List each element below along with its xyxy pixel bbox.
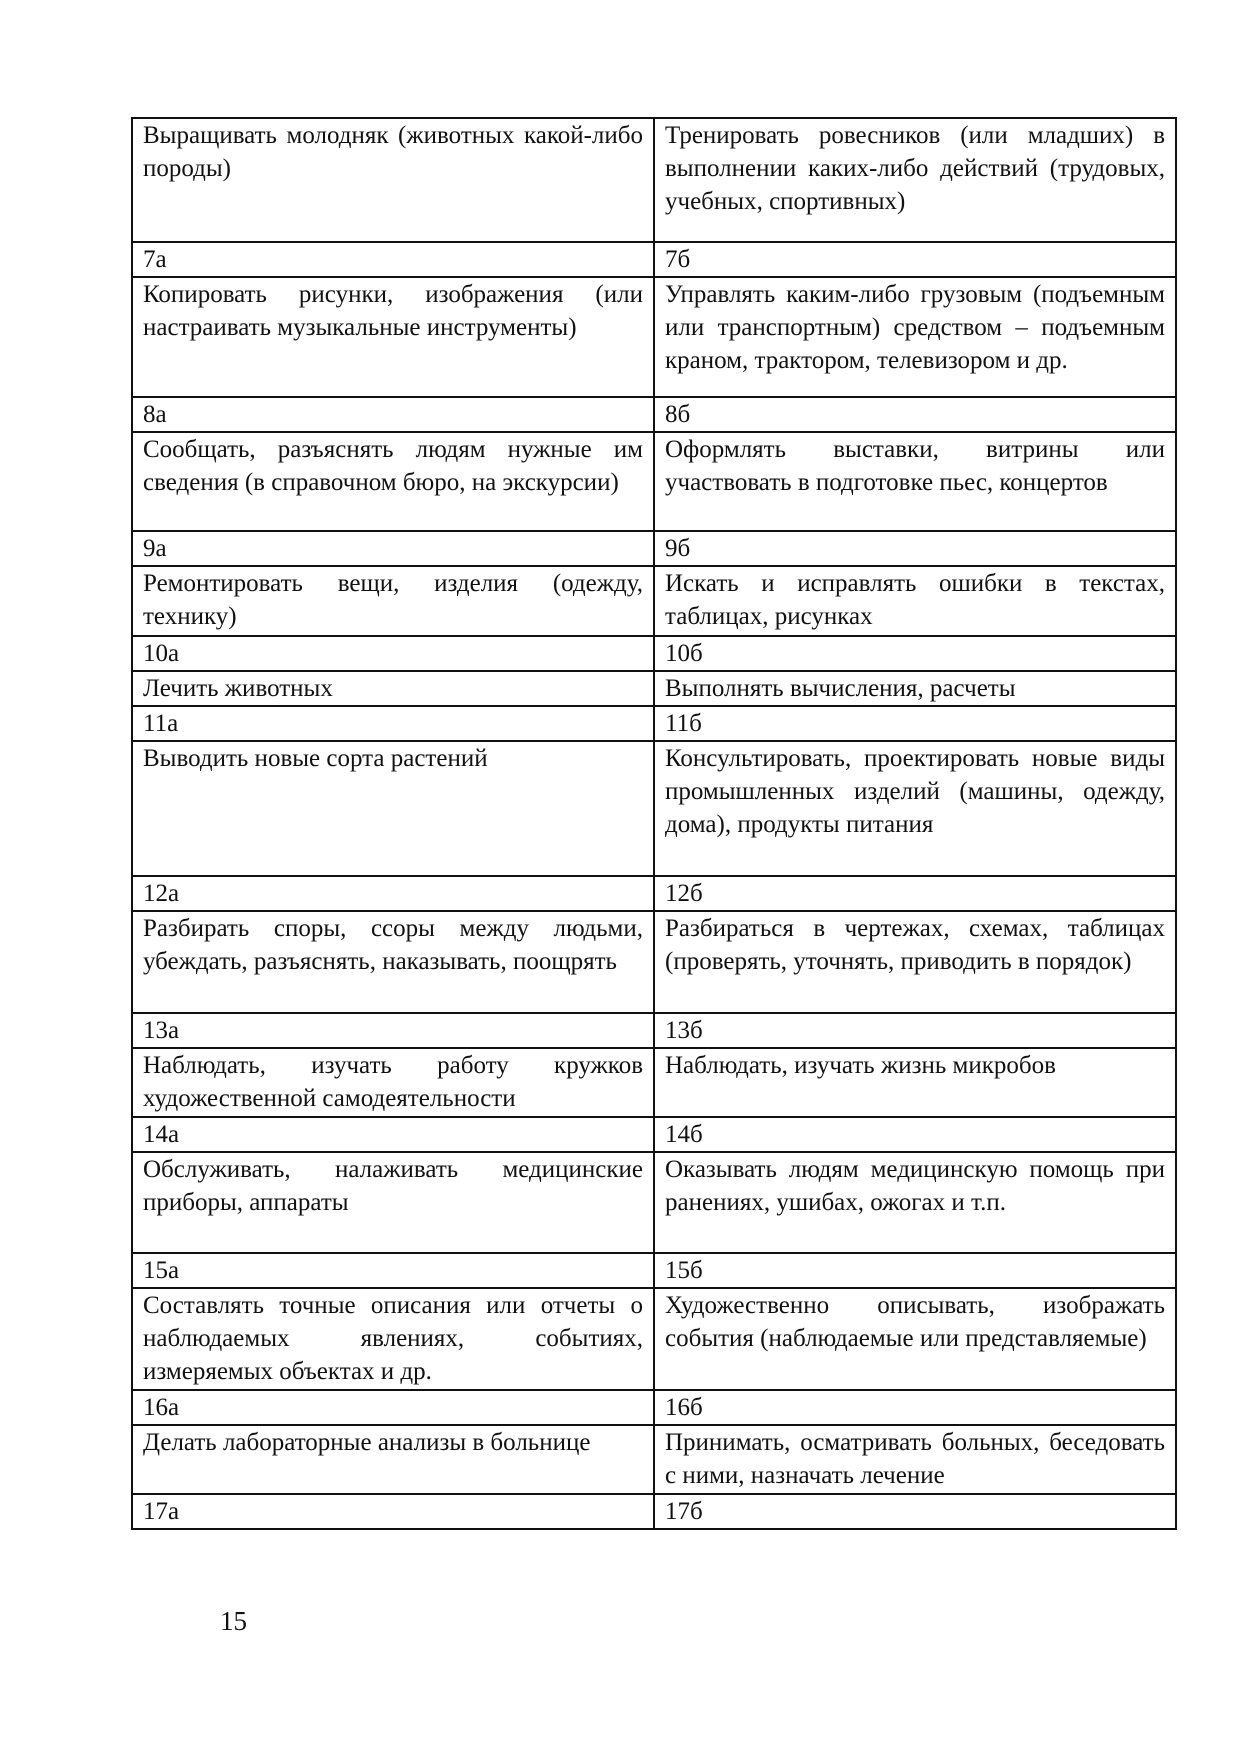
option-a-cell: Делать лабораторные анализы в больнице [132,1425,654,1494]
option-a-number: 16а [132,1390,654,1425]
option-b-cell: Оформлять выставки, витрины или участвовать в подготовке пьес, концертов [654,432,1176,531]
option-a-cell: Ремонтировать вещи, изделия (одежду, технику) [132,566,654,636]
option-b-number: 12б [654,876,1176,911]
option-b-number: 13б [654,1013,1176,1048]
option-a-cell: Копировать рисунки, изображения (или настраивать музыкальные инструменты) [132,277,654,397]
table-row [132,911,1176,1013]
option-a-number: 9а [132,531,654,566]
option-a-number: 13а [132,1013,654,1048]
option-b-number: 16б [654,1390,1176,1425]
table-row [132,741,1176,876]
table-row [132,1117,1176,1152]
option-a-cell: Лечить животных [132,671,654,706]
table-row [132,1425,1176,1494]
option-b-number: 15б [654,1253,1176,1288]
table-row [132,1013,1176,1048]
option-a-number: 12а [132,876,654,911]
option-b-number: 14б [654,1117,1176,1152]
table-row [132,1494,1176,1529]
option-a-cell: Выращивать молодняк (животных какой-либо породы) [132,118,654,242]
option-a-number: 17а [132,1494,654,1529]
option-a-number: 10а [132,636,654,671]
page-number: 15 [220,1606,247,1636]
table-row [132,1048,1176,1117]
option-a-number: 11а [132,706,654,741]
table-row [132,1390,1176,1425]
option-b-number: 8б [654,397,1176,432]
table-row [132,1288,1176,1390]
option-b-number: 17б [654,1494,1176,1529]
option-a-cell: Разбирать споры, ссоры между людьми, убеждать, разъяснять, наказывать, поощрять [132,911,654,1013]
option-b-cell: Искать и исправлять ошибки в текстах, таблицах, рисунках [654,566,1176,636]
table-row [132,432,1176,531]
option-a-number: 8а [132,397,654,432]
option-a-cell: Выводить новые сорта растений [132,741,654,876]
option-a-cell: Составлять точные описания или отчеты о наблюдаемых явлениях, событиях, измеряемых объектах и др. [132,1288,654,1390]
option-a-number: 7а [132,242,654,277]
table-row [132,242,1176,277]
table-row [132,671,1176,706]
option-b-cell: Художественно описывать, изображать события (наблюдаемые или представляемые) [654,1288,1176,1390]
option-a-cell: Сообщать, разъяснять людям нужные им сведения (в справочном бюро, на экскурсии) [132,432,654,531]
option-b-number: 11б [654,706,1176,741]
table-row [132,876,1176,911]
option-b-number: 9б [654,531,1176,566]
option-b-cell: Разбираться в чертежах, схемах, таблицах (проверять, уточнять, приводить в порядок) [654,911,1176,1013]
option-a-cell: Наблюдать, изучать работу кружков художественной самодеятельности [132,1048,654,1117]
table-row [132,1253,1176,1288]
table-row [132,706,1176,741]
option-b-cell: Принимать, осматривать больных, беседовать с ними, назначать лечение [654,1425,1176,1494]
option-b-cell: Консультировать, проектировать новые виды промышленных изделий (машины, одежду, дома), продукты питания [654,741,1176,876]
option-a-number: 15а [132,1253,654,1288]
table-row [132,1152,1176,1253]
table-row [132,397,1176,432]
option-b-cell: Оказывать людям медицинскую помощь при ранениях, ушибах, ожогах и т.п. [654,1152,1176,1253]
option-b-cell: Наблюдать, изучать жизнь микробов [654,1048,1176,1117]
table-row [132,531,1176,566]
option-b-number: 10б [654,636,1176,671]
table-row [132,118,1176,242]
option-b-cell: Управлять каким-либо грузовым (подъемным или транспортным) средством – подъемным краном, трактором, телевизором и др. [654,277,1176,397]
option-b-number: 7б [654,242,1176,277]
table-row [132,277,1176,397]
option-b-cell: Выполнять вычисления, расчеты [654,671,1176,706]
option-a-cell: Обслуживать, налаживать медицинские приборы, аппараты [132,1152,654,1253]
activity-table [131,117,1177,1530]
option-b-cell: Тренировать ровесников (или младших) в выполнении каких-либо действий (трудовых, учебных, спортивных) [654,118,1176,242]
table-row [132,566,1176,636]
table-row [132,636,1176,671]
option-a-number: 14а [132,1117,654,1152]
